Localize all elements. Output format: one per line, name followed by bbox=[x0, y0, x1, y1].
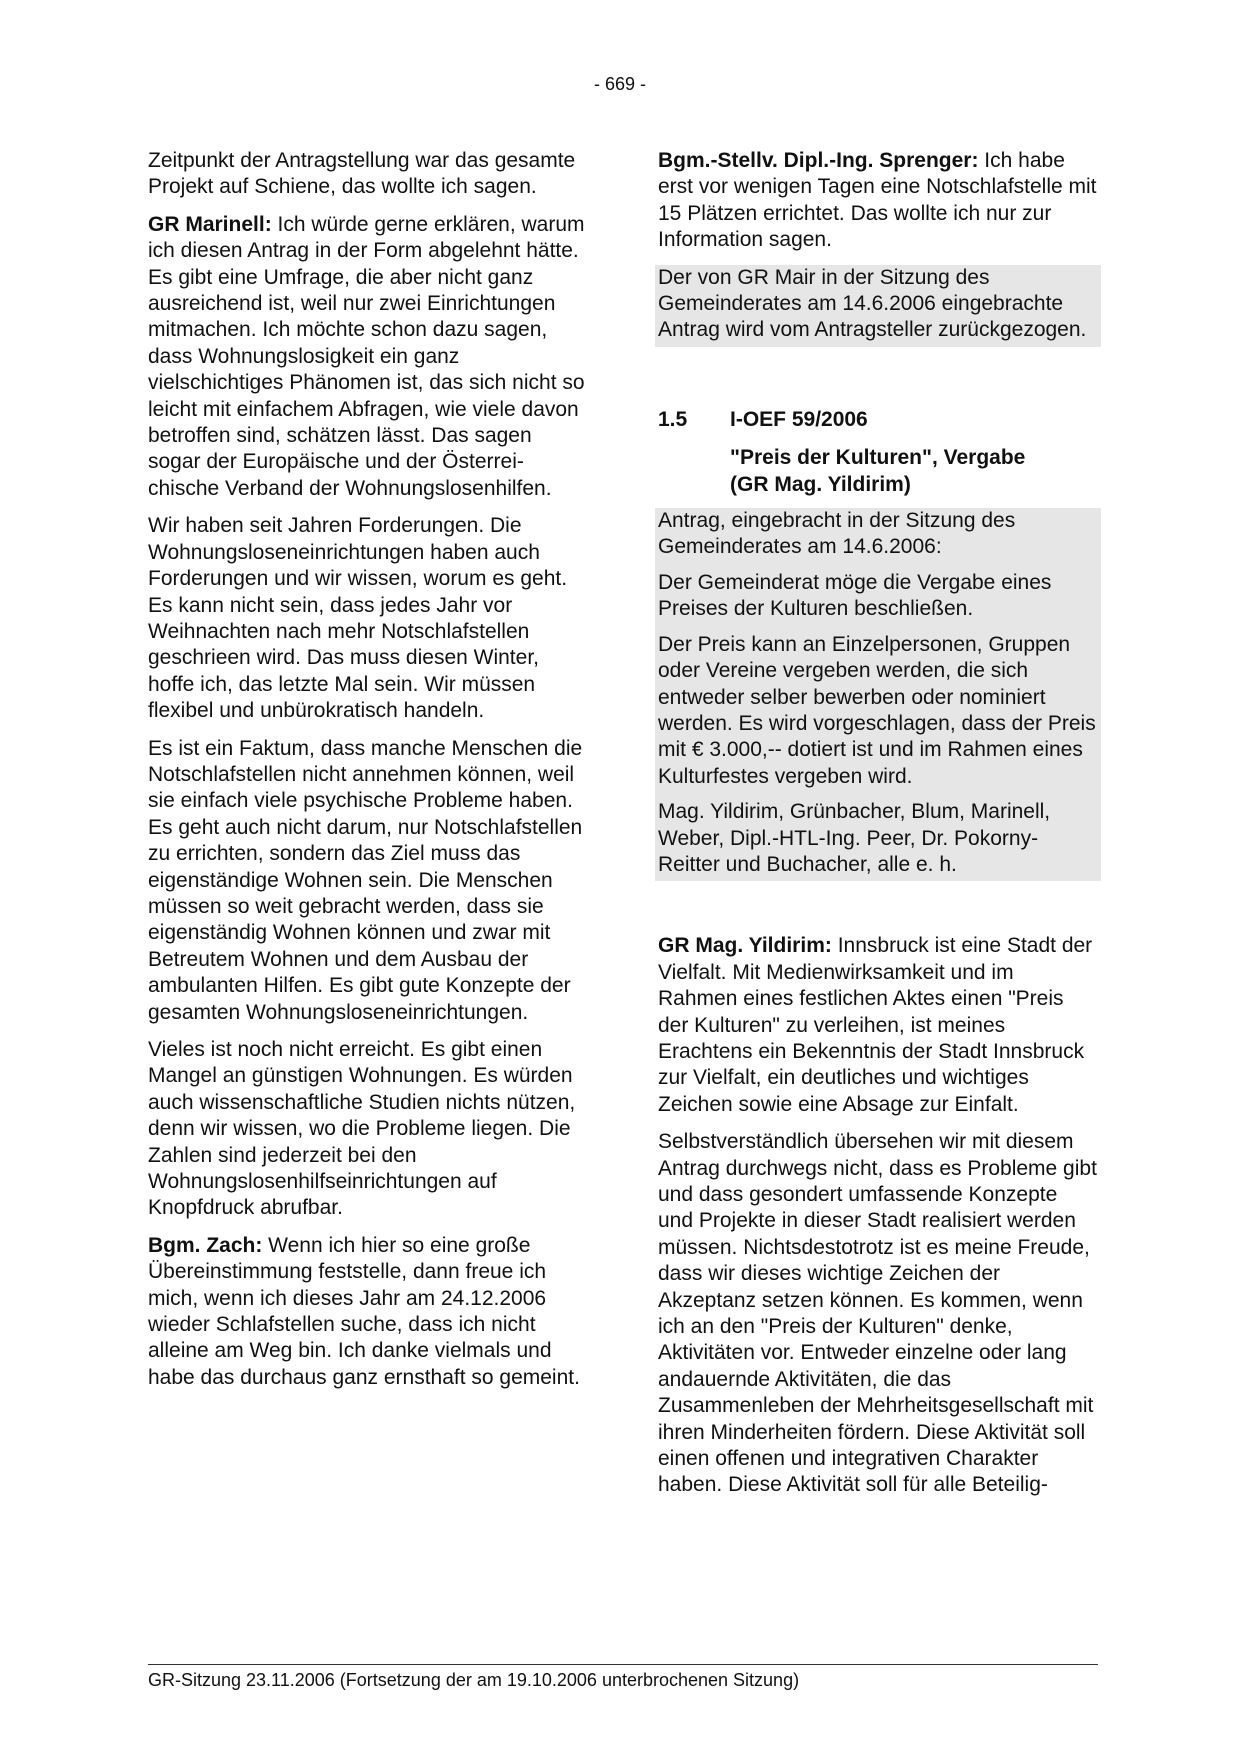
speech-text: Ich würde gerne erklären, warum ich diesen Antrag in der Form abgelehnt hätte. Es gibt eine Umfrage, die aber nicht ganz ausreichend ist, weil nur zwei Einrichtungen mitmachen. Ich möchte schon dazu sagen, dass Wohnungslosigkeit ein ganz vielschichtiges Phänomen ist, das sich nicht so leicht mit einfachem Abfragen, wie viele davon betroffen sind, schätzen lässt. Das sagen sogar der Europäische und der Österreichische Verband der Wohnungslosenhilfen. bbox=[148, 212, 585, 500]
agenda-item-title-line: "Preis der Kulturen", Vergabe bbox=[730, 446, 1026, 470]
motion-text: Antrag, eingebracht in der Sitzung des Gemeinderates am 14.6.2006: bbox=[658, 509, 1016, 559]
speech-text: Innsbruck ist eine Stadt der Vielfalt. Mit Medienwirksamkeit und im Rahmen eines festlichen Aktes einen "Preis der Kulturen" zu verleihen, ist meines Erachtens ein Bekenntnis der Stadt Innsbruck zur Vielfalt, ein deutliches und wichtiges Zeichen sowie eine Absage zur Einfalt. bbox=[658, 934, 1093, 1116]
spacer bbox=[658, 881, 1098, 933]
agenda-item-title-line: (GR Mag. Yildirim) bbox=[730, 472, 911, 496]
motion-text: Der Preis kann an Einzelpersonen, Gruppen oder Vereine vergeben werden, die sich entweder selber bewerben oder nominiert werden. Es wird vorgeschlagen, dass der Preis mit € 3.000,-- dotiert ist und im Rahmen eines Kulturfestes vergeben wird. bbox=[658, 632, 1096, 788]
right-column bbox=[658, 148, 1098, 1510]
paragraph bbox=[148, 1233, 588, 1391]
paragraph bbox=[148, 212, 588, 502]
agenda-item-heading bbox=[658, 407, 1098, 433]
agenda-item-code: I-OEF 59/2006 bbox=[730, 407, 868, 431]
paragraph: Es ist ein Faktum, dass manche Menschen die Notschlafstellen nicht annehmen können, weil sie einfach viele psychische Probleme haben. Es geht auch nicht darum, nur Notschlafstellen zu errichten, sondern das Ziel muss das eigenständige Wohnen sein. Die Menschen müssen so weit gebracht werden, dass sie eigenständig Wohnen können und zwar mit Betreutem Wohnen und dem Ausbau der ambulanten Hilfen. Es gibt gute Konzepte der gesamten Wohnungsloseneinrichtungen. bbox=[148, 736, 583, 1024]
speaker-name: Bgm. Zach: bbox=[148, 1233, 263, 1257]
motion-text: Der Gemeinderat möge die Vergabe eines Preises der Kulturen beschließen. bbox=[658, 570, 1052, 621]
motion-signatories: Mag. Yildirim, Grünbacher, Blum, Marinell, Weber, Dipl.-HTL-Ing. Peer, Dr. Pokorny-Reitter und Buchacher, alle e. h. bbox=[658, 800, 1051, 876]
resolution-box bbox=[655, 265, 1101, 347]
speaker-name: GR Marinell: bbox=[148, 212, 272, 236]
agenda-item-number: 1.5 bbox=[658, 407, 688, 431]
paragraph bbox=[658, 933, 1098, 1118]
speaker-name: Bgm.-Stellv. Dipl.-Ing. Sprenger: bbox=[658, 149, 979, 172]
paragraph bbox=[658, 148, 1098, 254]
paragraph: Wir haben seit Jahren Forderungen. Die Wohnungsloseneinrichtungen haben auch Forderungen und wir wissen, worum es geht. Es kann nicht sein, dass jedes Jahr vor Weihnachten nach mehr Notschlafstellen geschrieen wird. Das muss diesen Winter, hoffe ich, das letzte Mal sein. Wir müssen flexibel und unbürokratisch handeln. bbox=[148, 514, 568, 723]
agenda-item-title bbox=[730, 445, 1098, 498]
left-column bbox=[148, 148, 588, 1402]
speech-text: Wenn ich hier so eine große Übereinstimmung feststelle, dann freue ich mich, wenn ich dieses Jahr am 24.12.2006 wieder Schlafstellen suche, dass ich nicht alleine am Weg bin. Ich danke vielmals und habe das durchaus ganz ernsthaft so gemeint. bbox=[148, 1233, 580, 1389]
paragraph: Selbstverständlich übersehen wir mit diesem Antrag durchwegs nicht, dass es Probleme gibt und dass gesondert umfassende Konzepte und Projekte in dieser Stadt realisiert werden müssen. Nichtsdestotrotz ist es meine Freude, dass wir dieses wichtige Zeichen der Akzeptanz setzen können. Es kommen, wenn ich an den "Preis der Kulturen" denke, Aktivitäten vor. Entweder einzelne oder lang andauernde Aktivitäten, die das Zusammenleben der Mehrheitsgesellschaft mit ihren Minderheiten fördern. Diese Aktivität soll einen offenen und integrativen Charakter haben. Diese Aktivität soll für alle Beteilig- bbox=[658, 1130, 1097, 1497]
page-number: - 669 - bbox=[593, 74, 647, 94]
paragraph: Vieles ist noch nicht erreicht. Es gibt einen Mangel an günstigen Wohnungen. Es würden auch wissenschaftliche Studien nichts nützen, denn wir wissen, wo die Probleme liegen. Die Zahlen sind jederzeit bei den Wohnungslosenhilfseinrichtungen auf Knopfdruck abrufbar. bbox=[148, 1038, 576, 1220]
motion-box bbox=[655, 508, 1101, 881]
footer-divider bbox=[148, 1664, 1098, 1665]
paragraph: Zeitpunkt der Antragstellung war das gesamte Projekt auf Schiene, das wollte ich sagen. bbox=[148, 149, 576, 199]
resolution-text: Der von GR Mair in der Sitzung des Gemeinderates am 14.6.2006 eingebrachte Antrag wird vom Antragsteller zurückgezogen. bbox=[658, 265, 1087, 342]
footer-text: GR-Sitzung 23.11.2006 (Fortsetzung der am 19.10.2006 unterbrochenen Sitzung) bbox=[148, 1670, 800, 1690]
speech-text: Ich habe erst vor wenigen Tagen eine Notschlafstelle mit 15 Plätzen errichtet. Das wollte ich nur zur Information sagen. bbox=[658, 149, 1097, 252]
speaker-name: GR Mag. Yildirim: bbox=[658, 934, 832, 958]
